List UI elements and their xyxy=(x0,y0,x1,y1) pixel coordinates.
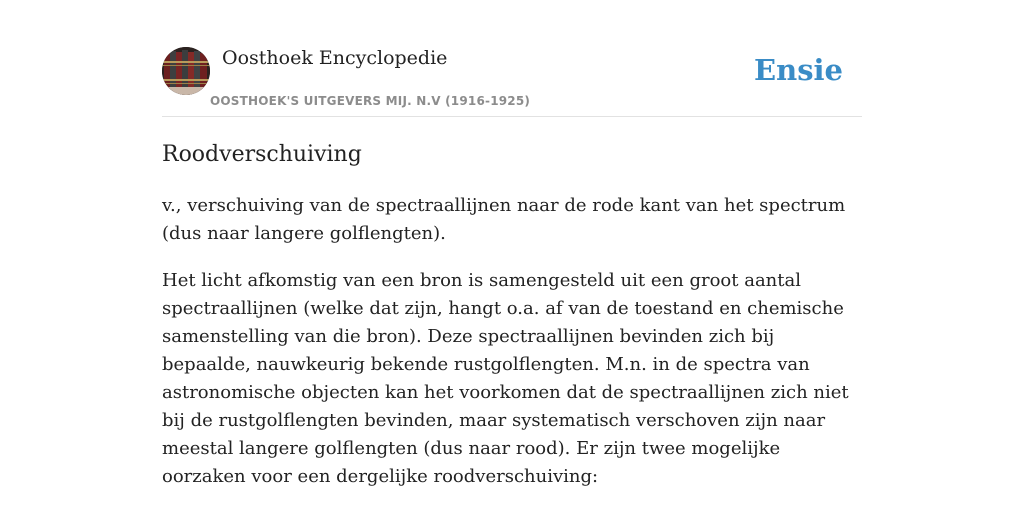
article-paragraph: Het licht afkomstig van een bron is samengesteld uit een groot aantal spectraallijnen (welke dat zijn, hangt o.a. af van de toestand en chemische samenstelling van die bron). Deze spectraallijnen bevinden zich bij bepaalde, nauwkeurig bekende rustgolflengten. M.n. in de spectra van astronomische objecten kan het voorkomen dat de spectraallijnen zich niet bij de rustgolflengten bevinden, maar systematisch verschoven zijn naar meestal langere golflengten (dus naar rood). Er zijn twee mogelijke oorzaken voor een dergelijke roodverschuiving: xyxy=(162,270,849,487)
article-paragraph: v., verschuiving van de spectraallijnen naar de rode kant van het spectrum (dus naar langere golflengten). xyxy=(162,195,846,244)
site-title[interactable]: Oosthoek Encyclopedie xyxy=(222,47,448,69)
article-title: Roodverschuiving xyxy=(162,142,362,167)
encyclopedia-books-icon[interactable] xyxy=(162,47,210,95)
ensie-logo[interactable]: Ensie xyxy=(754,53,843,87)
publisher-subtitle: OOSTHOEK'S UITGEVERS MIJ. N.V (1916-1925) xyxy=(210,94,531,108)
site-header xyxy=(162,46,862,117)
article xyxy=(162,140,862,491)
